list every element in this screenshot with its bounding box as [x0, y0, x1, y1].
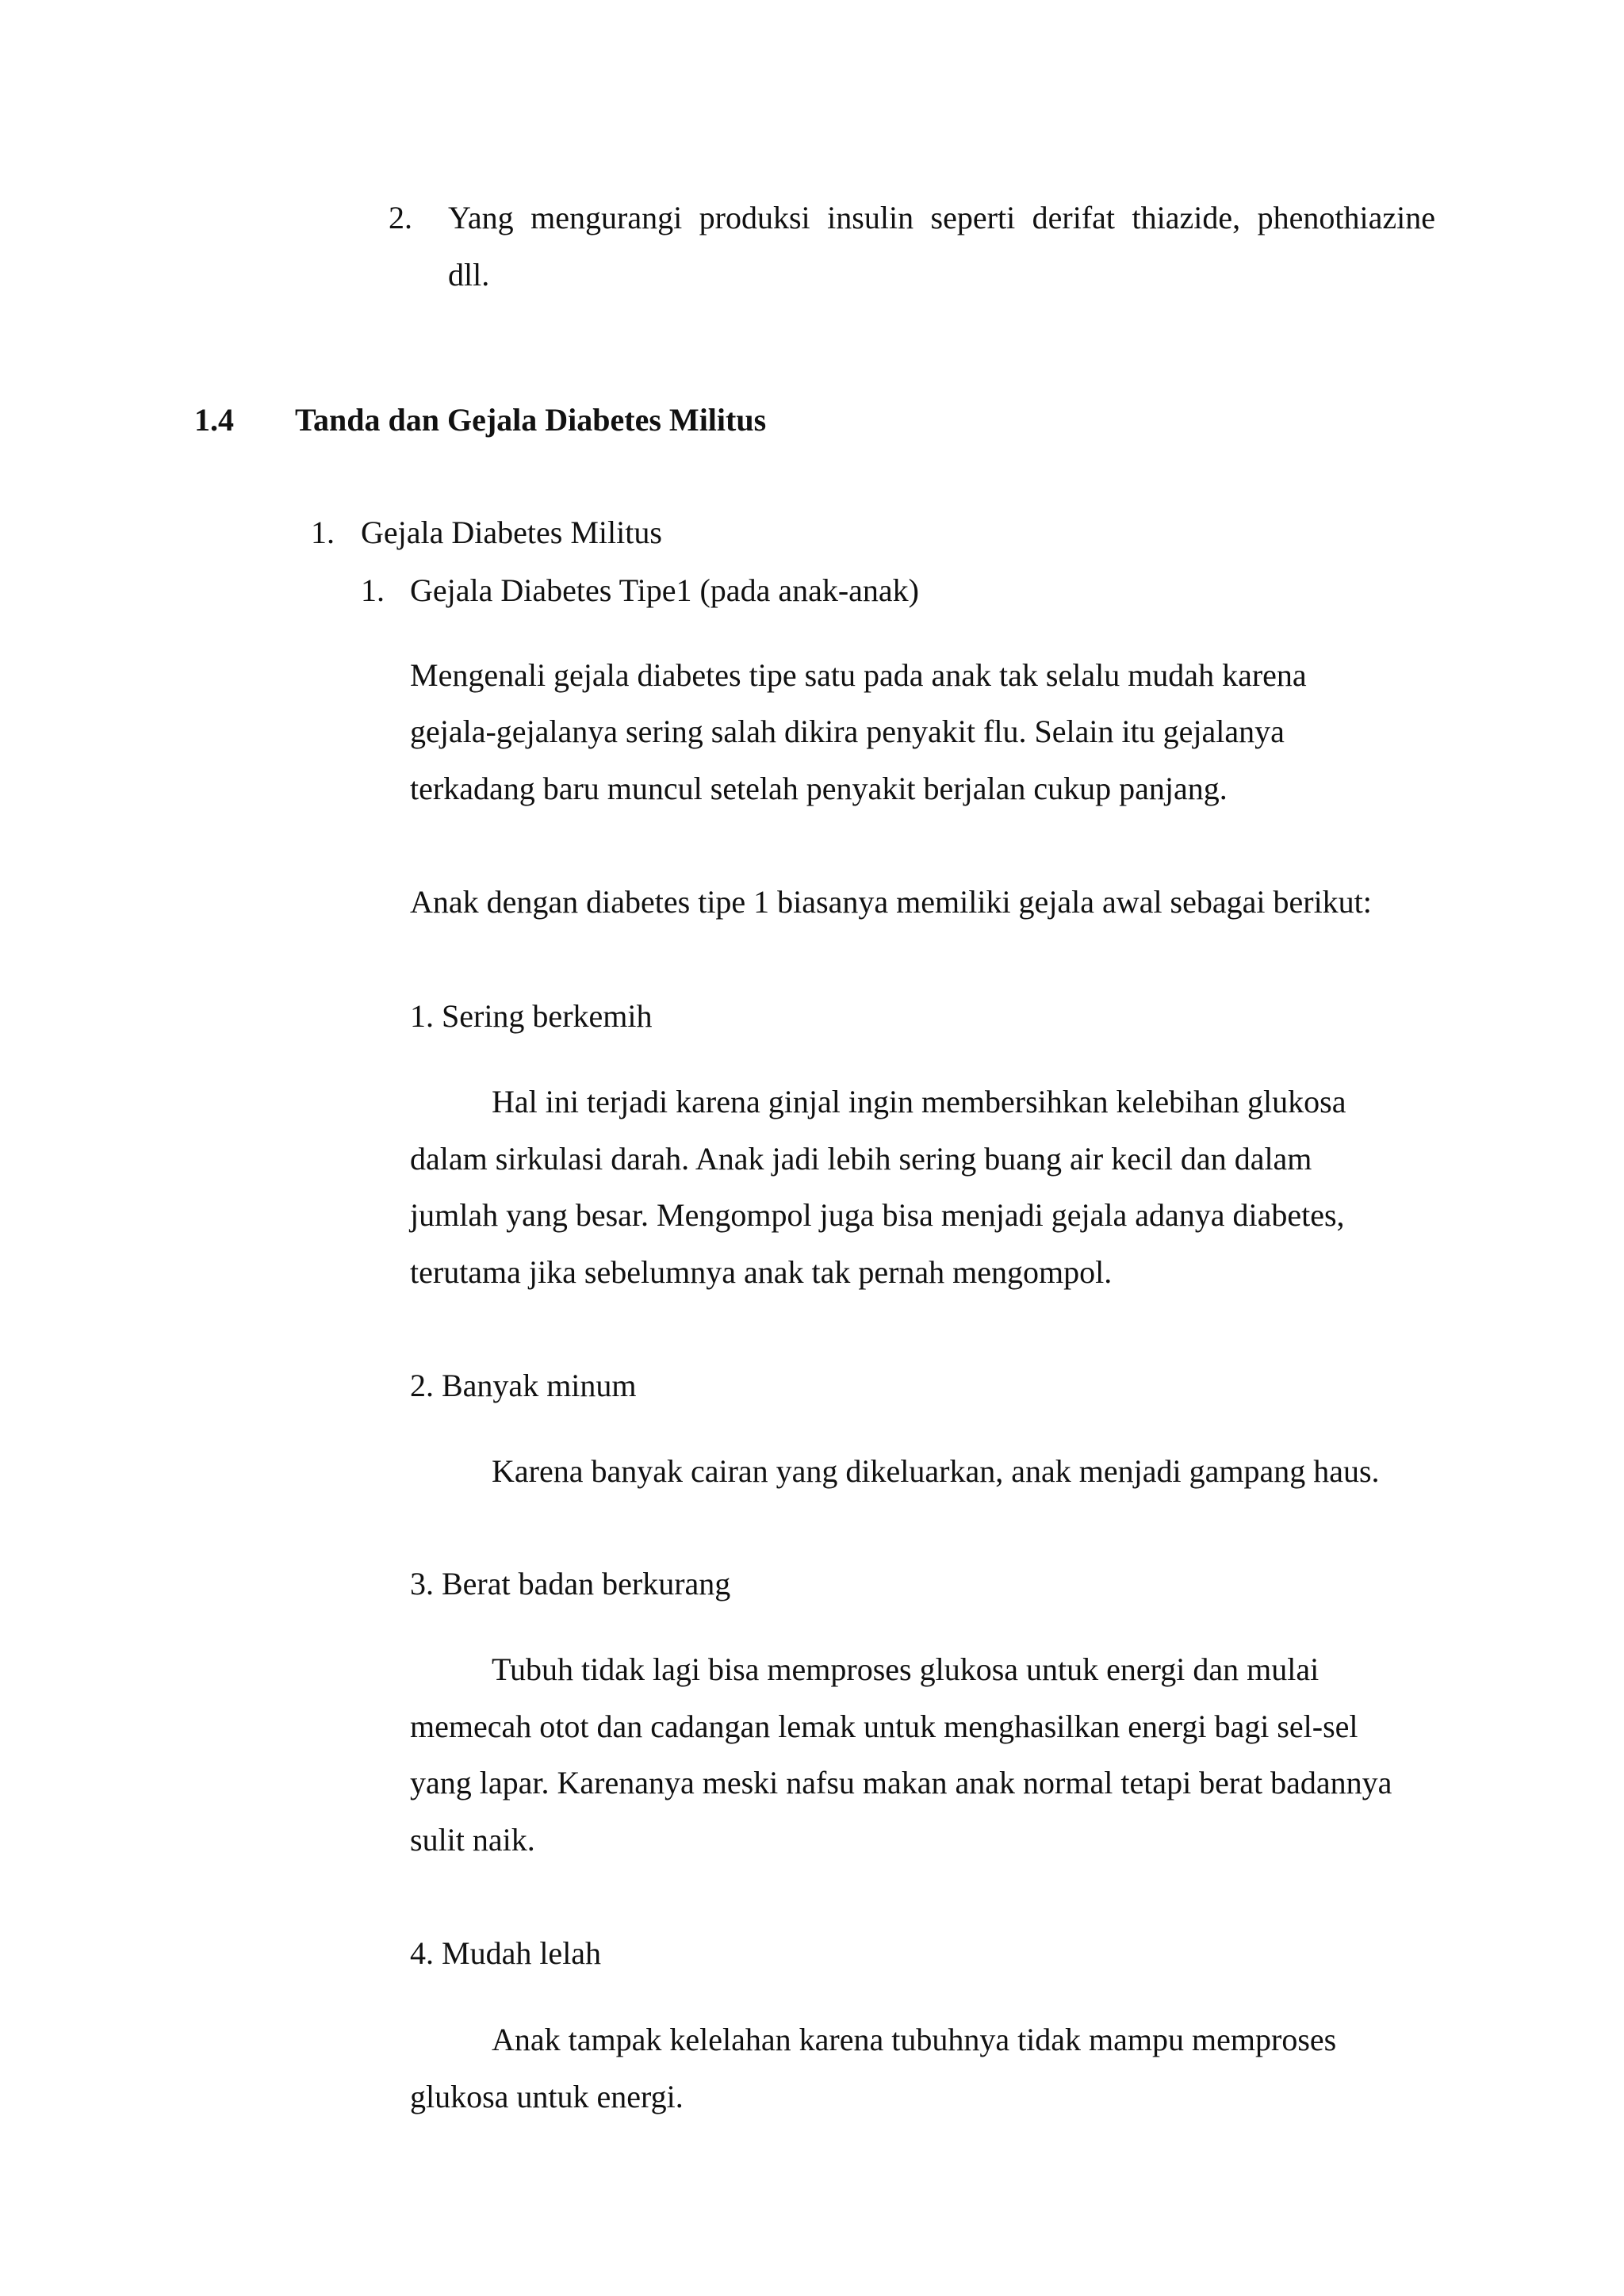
paragraph-line: gejala-gejalanya sering salah dikira penyakit flu. Selain itu gejalanya	[410, 714, 1285, 749]
symptom-text-line: Tubuh tidak lagi bisa memproses glukosa untuk energi dan mulai	[492, 1651, 1320, 1687]
paragraph-line: Mengenali gejala diabetes tipe satu pada anak tak selalu mudah karena	[410, 657, 1307, 693]
list-item-number: 2.	[389, 200, 412, 235]
section-title: Tanda dan Gejala Diabetes Militus	[295, 402, 767, 438]
list-level1-text: Gejala Diabetes Militus	[361, 515, 662, 550]
symptom-text-line: sulit naik.	[410, 1822, 535, 1858]
symptom-text-line: Karena banyak cairan yang dikeluarkan, anak menjadi gampang haus.	[492, 1453, 1380, 1489]
symptom-text-line: jumlah yang besar. Mengompol juga bisa menjadi gejala adanya diabetes,	[410, 1197, 1345, 1233]
symptom-text-line: terutama jika sebelumnya anak tak pernah mengompol.	[410, 1254, 1113, 1290]
symptom-heading: 2. Banyak minum	[410, 1368, 637, 1403]
list-level2-number: 1.	[361, 572, 385, 608]
symptom-heading: 4. Mudah lelah	[410, 1935, 602, 1971]
symptom-text-line: glukosa untuk energi.	[410, 2079, 684, 2114]
symptom-heading: 1. Sering berkemih	[410, 998, 653, 1034]
list-item-text-line: Yang mengurangi produksi insulin seperti derifat thiazide, phenothiazine	[448, 200, 1435, 235]
symptom-text-line: dalam sirkulasi darah. Anak jadi lebih sering buang air kecil dan dalam	[410, 1141, 1312, 1177]
symptom-text-line: Hal ini terjadi karena ginjal ingin membersihkan kelebihan glukosa	[492, 1084, 1346, 1119]
paragraph-line: terkadang baru muncul setelah penyakit berjalan cukup panjang.	[410, 771, 1228, 806]
symptom-text-line: yang lapar. Karenanya meski nafsu makan anak normal tetapi berat badannya	[410, 1765, 1392, 1800]
list-level1-number: 1.	[311, 515, 335, 550]
section-number: 1.4	[194, 402, 234, 438]
symptom-heading: 3. Berat badan berkurang	[410, 1566, 731, 1601]
list-item-text-line: dll.	[448, 257, 490, 293]
lead-sentence: Anak dengan diabetes tipe 1 biasanya memiliki gejala awal sebagai berikut:	[410, 884, 1372, 920]
list-level2-text: Gejala Diabetes Tipe1 (pada anak-anak)	[410, 572, 919, 608]
symptom-text-line: memecah otot dan cadangan lemak untuk menghasilkan energi bagi sel-sel	[410, 1709, 1358, 1744]
symptom-text-line: Anak tampak kelelahan karena tubuhnya tidak mampu memproses	[492, 2022, 1337, 2057]
